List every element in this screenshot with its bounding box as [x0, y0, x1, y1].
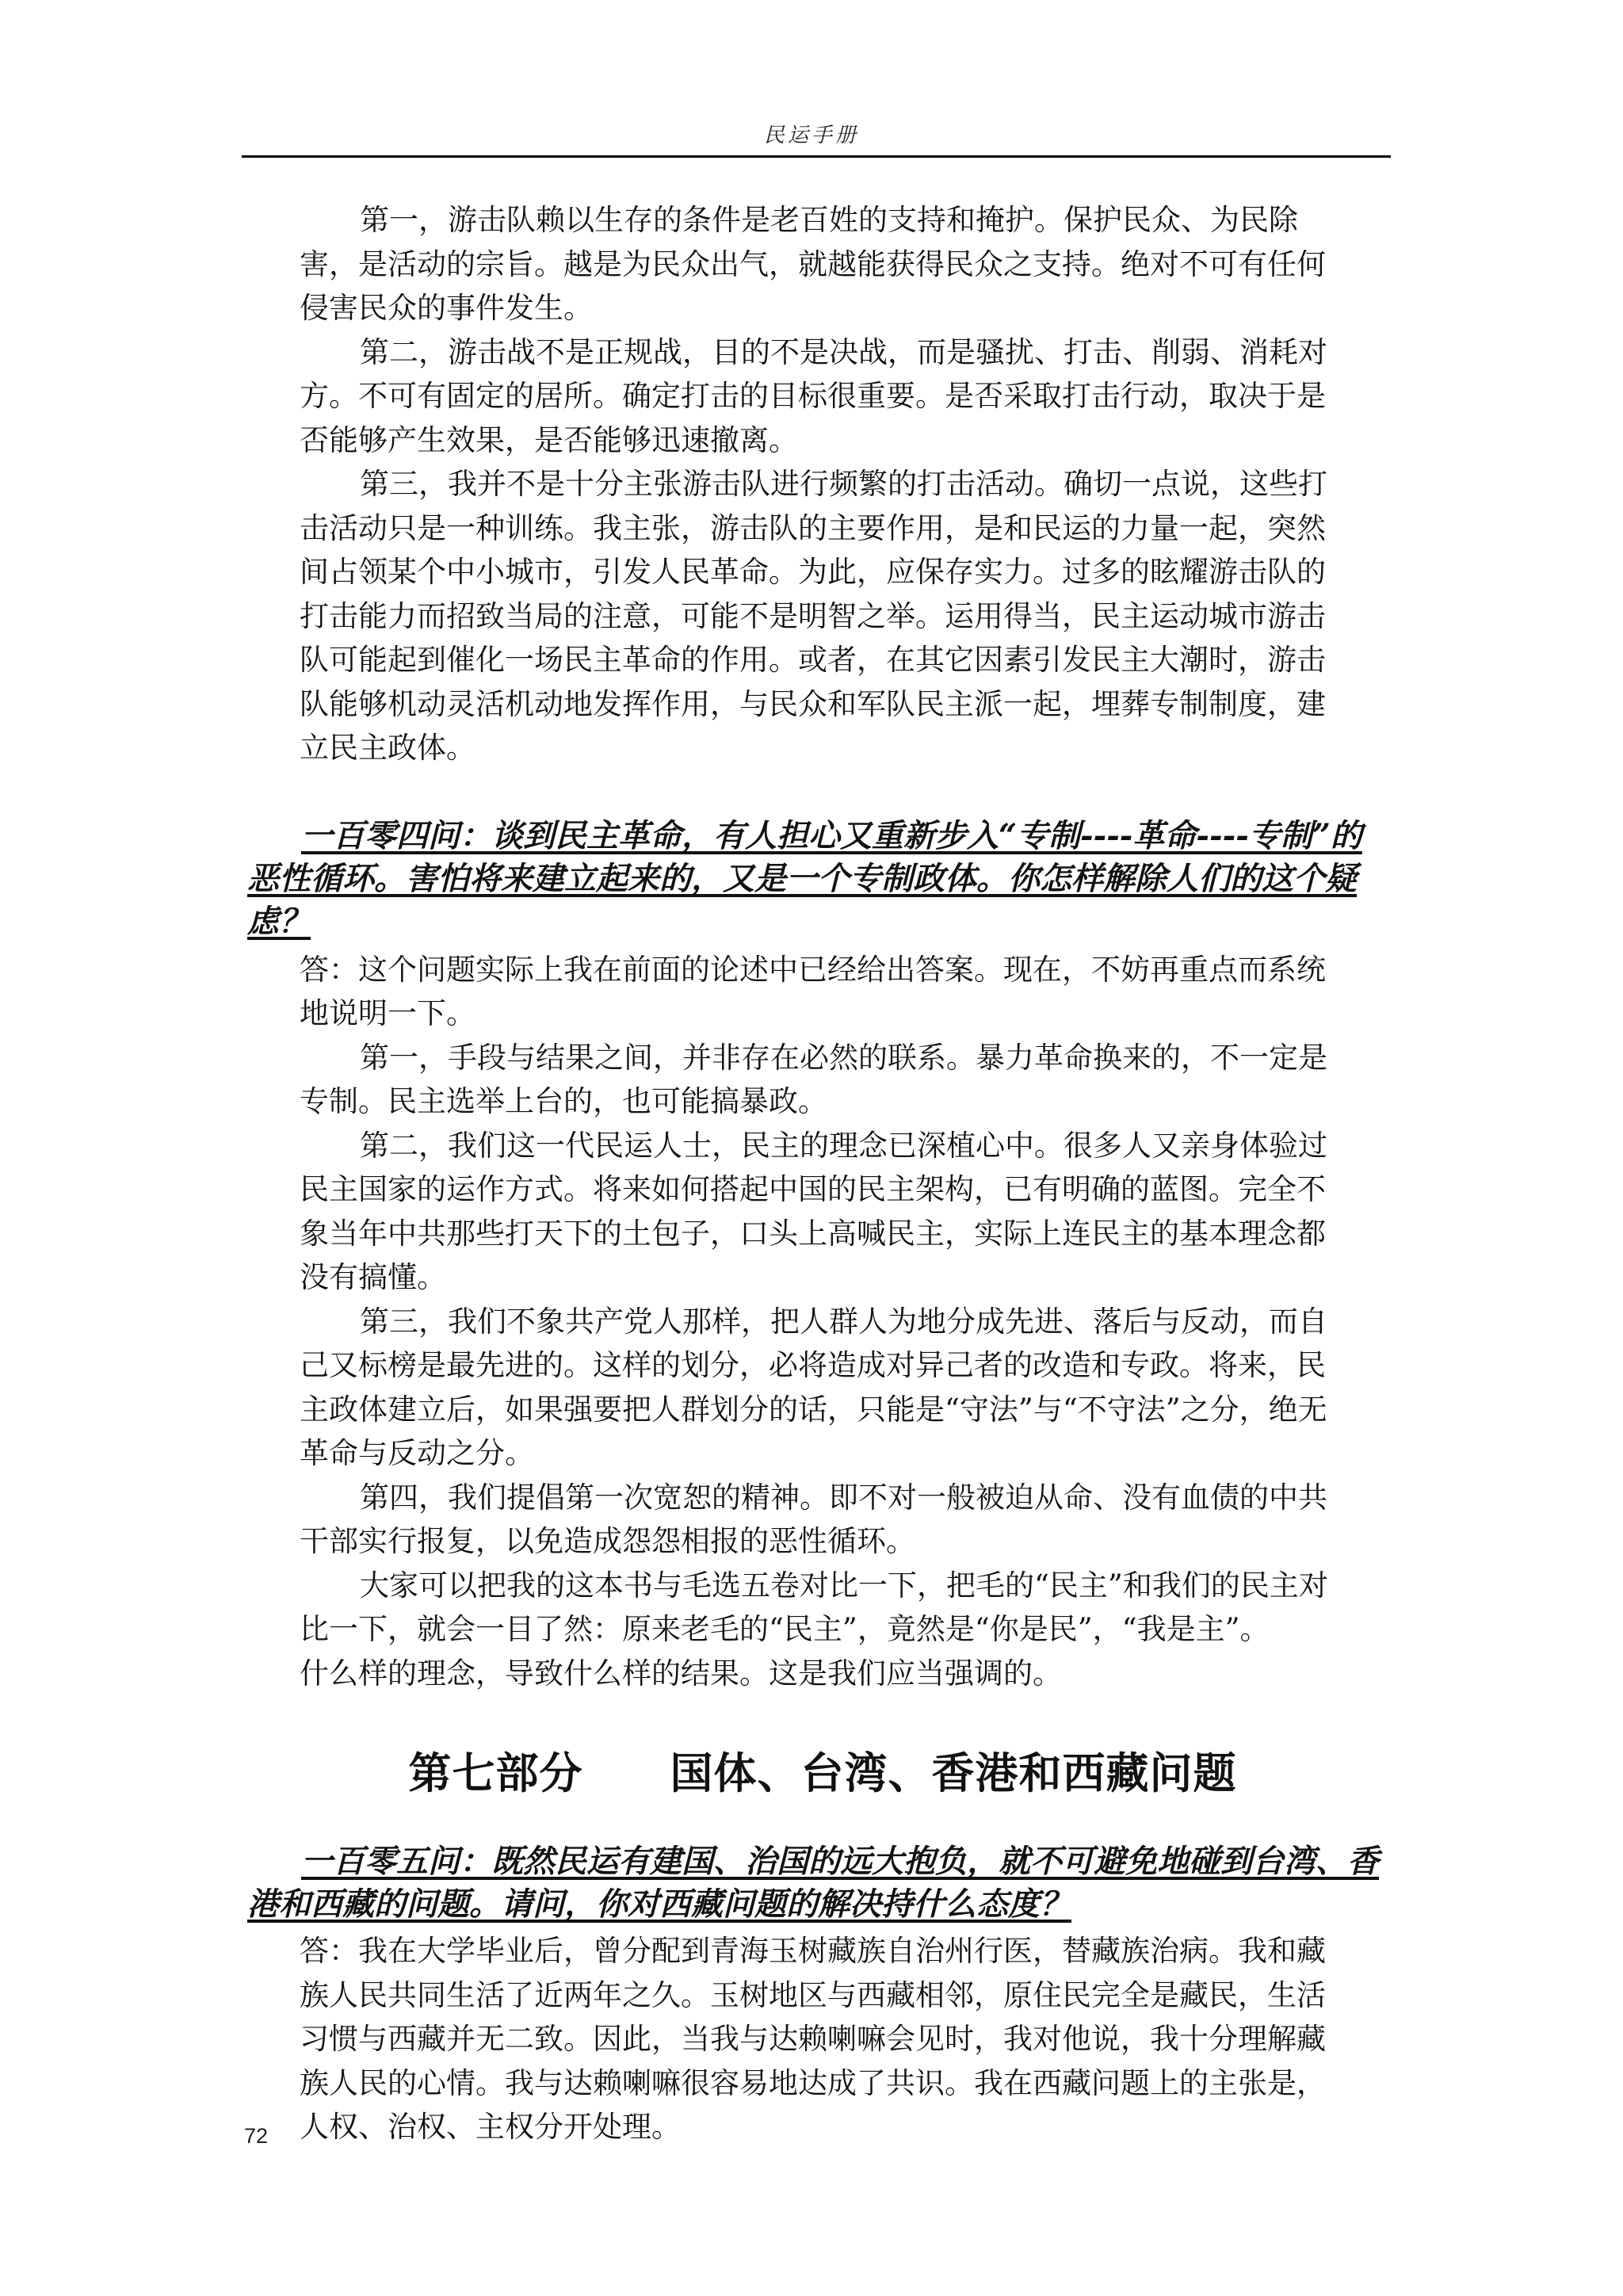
body-paragraph: 第三，我并不是十分主张游击队进行频繁的打击活动。确切一点说，这些打击活动只是一种训练。我主张，游击队的主要作用，是和民运的力量一起，突然间占领某个中小城市，引发人民革命。为此，应保存实力。过多的眩耀游击队的打击能力而招致当局的注意，可能不是明智之举。运用得当，民主运动城市游击队可能起到催化一场民主革命的作用。或者，在其它因素引发民主大潮时，游击队能够机动灵活机动地发挥作用，与民众和军队民主派一起，埋葬专制制度，建立民主政体。 — [300, 467, 1327, 765]
answer-paragraph: 答：这个问题实际上我在前面的论述中已经给出答案。现在，不妨再重点而系统地说明一下。 — [300, 952, 1326, 1030]
answer-paragraph: 第一，手段与结果之间，并非存在必然的联系。暴力革命换来的，不一定是专制。民主选举上台的，也可能搞暴政。 — [300, 1040, 1327, 1118]
body-paragraph: 第二，游击战不是正规战，目的不是决战，而是骚扰、打击、削弱、消耗对方。不可有固定的居所。确定打击的目标很重要。是否采取打击行动，取决于是否能够产生效果，是否能够迅速撤离。 — [300, 334, 1327, 457]
answer-paragraph: 答：我在大学毕业后，曾分配到青海玉树藏族自治州行医，替藏族治病。我和藏族人民共同生活了近两年之久。玉树地区与西藏相邻，原住民完全是藏民，生活习惯与西藏并无二致。因此，当我与达赖喇嘛会见时，我对他说，我十分理解藏族人民的心情。我与达赖喇嘛很容易地达成了共识。我在西藏问题上的主张是，人权、治权、主权分开处理。 — [300, 1934, 1326, 2144]
body-paragraph: 第一，游击队赖以生存的条件是老百姓的支持和掩护。保护民众、为民除害，是活动的宗旨。越是为民众出气，就越能获得民众之支持。绝对不可有任何侵害民众的事件发生。 — [300, 203, 1326, 325]
running-header: 民运手册 — [763, 124, 859, 147]
part-title: 第七部分 国体、台湾、香港和西藏问题 — [408, 1748, 1237, 1798]
answer-paragraph: 第二，我们这一代民运人士，民主的理念已深植心中。很多人又亲身体验过民主国家的运作方式。将来如何搭起中国的民主架构，已有明确的蓝图。完全不象当年中共那些打天下的土包子，口头上高喊民主，实际上连民主的基本理念都没有搞懂。 — [300, 1128, 1327, 1294]
answer-paragraph: 第四，我们提倡第一次宽恕的精神。即不对一般被迫从命、没有血债的中共干部实行报复，以免造成怨怨相报的恶性循环。 — [300, 1480, 1327, 1558]
answer-paragraph: 大家可以把我的这本书与毛选五卷对比一下，把毛的“民主”和我们的民主对比一下，就会一目了然：原来老毛的“民主”，竟然是“你是民”，“我是主”。 — [300, 1568, 1328, 1646]
page-number: 72 — [244, 2124, 269, 2148]
question-heading-104: 一百零四问：谈到民主革命，有人担心又重新步入“专制----革命----专制”的恶性循环。害怕将来建立起来的，又是一个专制政体。你怎样解除人们的这个疑虑？ — [247, 816, 1362, 940]
answer-paragraph: 什么样的理念，导致什么样的结果。这是我们应当强调的。 — [300, 1656, 1062, 1690]
header-rule — [242, 155, 1391, 158]
question-heading-105: 一百零五问：既然民运有建国、治国的远大抱负，就不可避免地碰到台湾、香港和西藏的问题。请问，你对西藏问题的解决持什么态度？ — [247, 1843, 1379, 1923]
answer-paragraph: 第三，我们不象共产党人那样，把人群人为地分成先进、落后与反动，而自己又标榜是最先进的。这样的划分，必将造成对异己者的改造和专政。将来，民主政体建立后，如果强要把人群划分的话，只能是“守法”与“不守法”之分，绝无革命与反动之分。 — [300, 1304, 1327, 1470]
